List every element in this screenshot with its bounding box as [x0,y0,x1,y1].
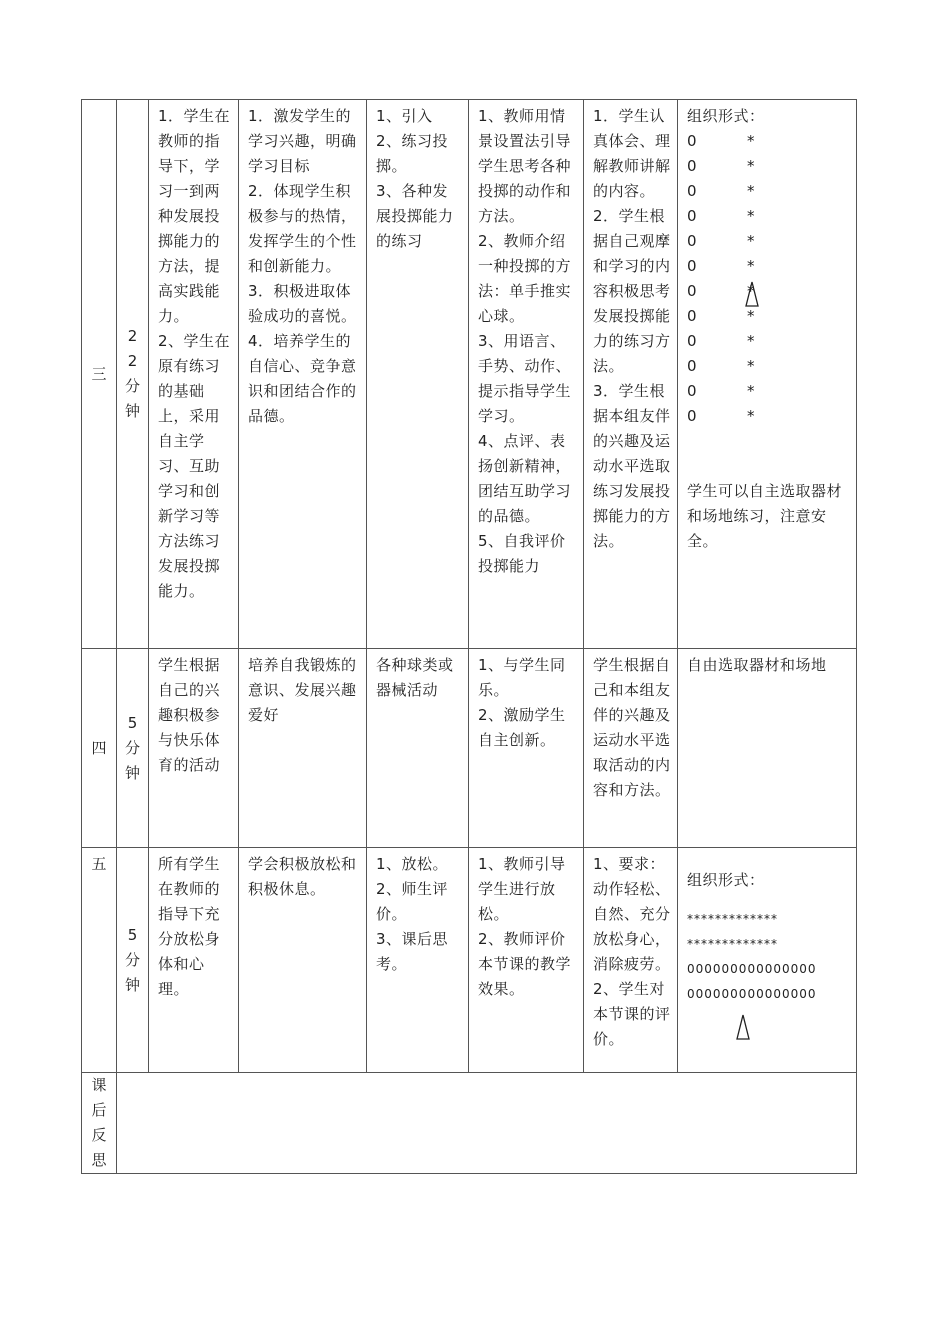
organization-cell [678,100,856,558]
teaching-objective: 培养自我锻炼的意识、发展兴趣爱好 [248,656,357,724]
teacher-triangle-icon [744,280,760,308]
teacher-activity: 1、与学生同乐。 2、激励学生自主创新。 [478,656,566,749]
org-title: 组织形式： [687,107,765,125]
formation-row: 0 * [687,307,755,325]
formation-row: 0 * [687,157,755,175]
learning-goal: 1．学生在教师的指导下，学习一到两种发展投掷能力的方法，提高实践能力。 2、学生在原有练习的基础上，采用自主学习、互助学习和创新学习等方法练习发展投掷能力。 [158,107,231,600]
student-activity: 1、要求：动作轻松、自然、充分放松身心，消除疲劳。 2、学生对本节课的评价。 [593,855,671,1048]
formation-row: 0 * [687,332,755,350]
formation-row: 000000000000000 [687,962,817,976]
formation-row: 000000000000000 [687,987,817,1001]
formation-row: ************* [687,937,778,951]
student-activity: 1．学生认真体会、理解教师讲解的内容。 2．学生根据自己观摩和学习的内容积极思考发展投掷能力的练习方法。 3．学生根据本组友伴的兴趣及运动水平选取练习发展投掷能力的方法。 [593,107,671,550]
organization-cell [678,848,856,1045]
org-formation [687,129,850,429]
formation-row: 0 * [687,282,755,300]
table-row [82,649,857,848]
teaching-objective: 学会积极放松和积极休息。 [248,855,357,898]
duration-cell: 5 分 钟 [117,848,149,1073]
formation-row: 0 * [687,257,755,275]
table-row [82,848,857,1073]
formation-row: 0 * [687,132,755,150]
learning-goal: 所有学生在教师的指导下充分放松身体和心理。 [158,855,221,998]
formation-row: 0 * [687,357,755,375]
section-label: 五 [82,848,117,1073]
teaching-content: 1、引入 2、练习投掷。 3、各种发展投掷能力的练习 [376,107,454,250]
formation-row: 0 * [687,182,755,200]
learning-goal: 学生根据自己的兴趣积极参与快乐体育的活动 [158,656,221,774]
reflection-label: 课 后 反 思 [82,1073,117,1174]
formation-row: 0 * [687,207,755,225]
teacher-activity: 1、教师引导学生进行放松。 2、教师评价本节课的教学效果。 [478,855,572,998]
org-title: 组织形式： [687,871,765,889]
formation-row: ************* [687,912,778,926]
formation-row: 0 * [687,382,755,400]
table-row [82,1073,857,1174]
formation-row: 0 * [687,232,755,250]
table-row [82,100,857,649]
formation-row: 0 * [687,407,755,425]
org-note: 学生可以自主选取器材和场地练习，注意安全。 [687,482,843,550]
duration-cell: 2 2 分 钟 [117,100,149,649]
reflection-content [117,1073,856,1081]
section-label: 三 [82,100,117,649]
teaching-content: 各种球类或器械活动 [376,656,454,699]
section-label: 四 [82,649,117,848]
teacher-triangle-icon [735,1013,751,1041]
organization-cell: 自由选取器材和场地 [687,656,827,674]
teacher-activity: 1、教师用情景设置法引导学生思考各种投掷的动作和方法。 2、教师介绍一种投掷的方法：单手推实心球。 3、用语言、手势、动作、提示指导学生学习。 4、点评、表扬创新精神，团结互助学习的品德。 5、自我评价投掷能力 [478,107,572,575]
lesson-plan-table [81,99,857,1174]
duration-cell: 5 分 钟 [117,649,149,848]
teaching-objective: 1．激发学生的学习兴趣，明确学习目标 2．体现学生积极参与的热情，发挥学生的个性和创新能力。 3．积极进取体验成功的喜悦。 4．培养学生的自信心、竞争意识和团结合作的品德。 [248,107,357,425]
student-activity: 学生根据自己和本组友伴的兴趣及运动水平选取活动的内容和方法。 [593,656,671,799]
teaching-content: 1、放松。 2、师生评价。 3、课后思考。 [376,855,449,973]
